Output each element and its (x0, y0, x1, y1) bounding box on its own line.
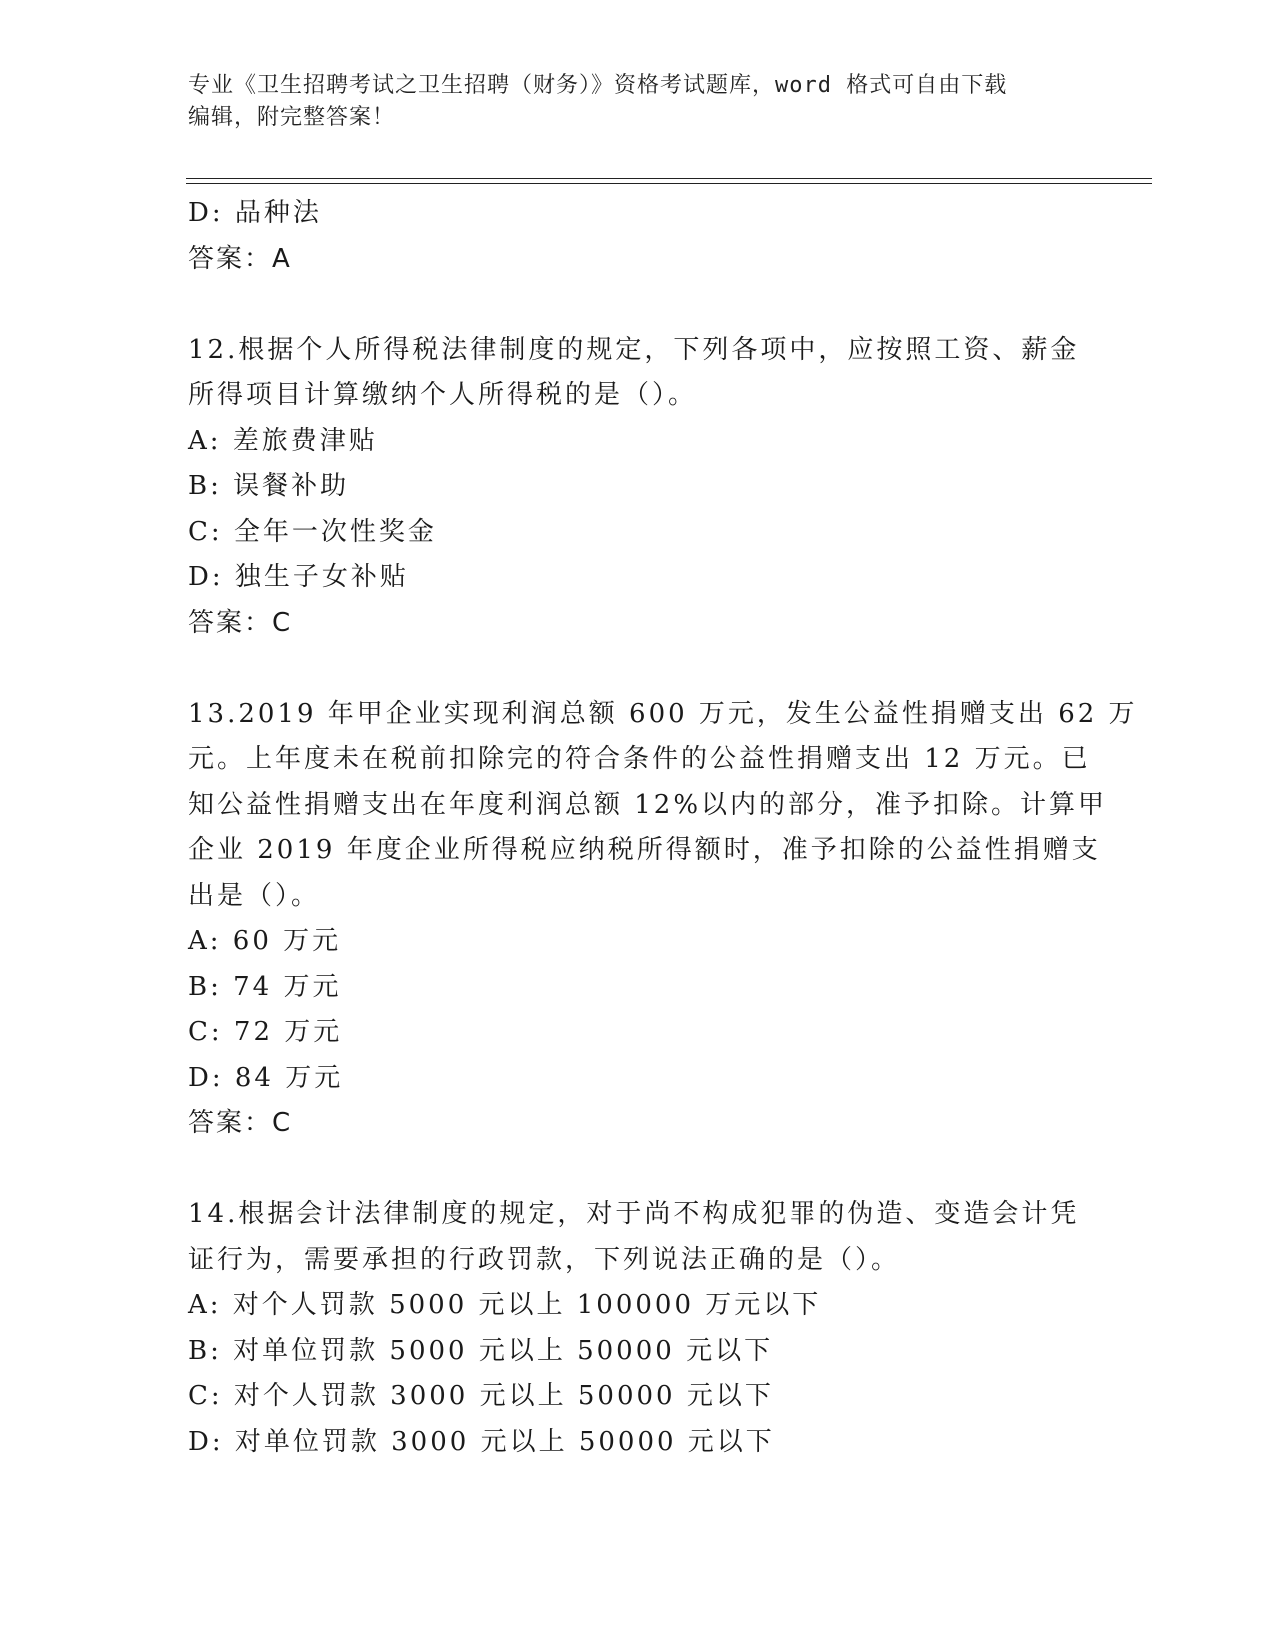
spacer (188, 1147, 1088, 1193)
option-b: B: 74 万元 (188, 971, 342, 1002)
answer: 答案：C (188, 607, 293, 638)
option-d: D: 独生子女补贴 (188, 562, 409, 592)
option-a: A: 60 万元 (188, 926, 342, 956)
spacer (188, 646, 1088, 692)
question-13 (188, 692, 1138, 1147)
question-text-line: 所得项目计算缴纳个人所得税的是（）。 (188, 380, 698, 410)
spacer (188, 282, 1088, 328)
option-c: C: 对个人罚款 3000 元以上 50000 元以下 (188, 1381, 774, 1411)
answer: 答案：C (188, 1108, 293, 1138)
option-d: D: 对单位罚款 3000 元以上 50000 元以下 (188, 1426, 775, 1457)
question-text-line: 12.根据个人所得税法律制度的规定，下列各项中，应按照工资、薪金 (188, 334, 1080, 365)
question-text-line: 元。上年度未在税前扣除完的符合条件的公益性捐赠支出 12 万元。已 (188, 744, 1091, 774)
question-14 (188, 1192, 1088, 1465)
question-text-line: 知公益性捐赠支出在年度利润总额 12%以内的部分，准予扣除。计算甲 (188, 789, 1108, 820)
option-c: C: 72 万元 (188, 1017, 343, 1047)
header-line-1: 专业《卫生招聘考试之卫生招聘（财务）》资格考试题库，word 格式可自由下载 (188, 73, 1008, 98)
option-a: A: 差旅费津贴 (188, 425, 378, 456)
prev-question-answer: 答案：A (188, 243, 292, 274)
header-divider-bottom (186, 183, 1152, 184)
option-a: A: 对个人罚款 5000 元以上 100000 万元以下 (188, 1290, 822, 1320)
question-text-line: 出是（）。 (188, 880, 321, 911)
question-text-line: 14.根据会计法律制度的规定，对于尚不构成犯罪的伪造、变造会计凭 (188, 1199, 1080, 1229)
document-body (188, 191, 1138, 1465)
question-text-line: 证行为，需要承担的行政罚款，下列说法正确的是（）。 (188, 1244, 901, 1275)
option-b: B: 对单位罚款 5000 元以上 50000 元以下 (188, 1335, 774, 1366)
prev-question-option-d: D: 品种法 (188, 198, 322, 228)
option-b: B: 误餐补助 (188, 471, 350, 501)
header-divider-top (186, 178, 1152, 179)
question-text-line: 13.2019 年甲企业实现利润总额 600 万元，发生公益性捐赠支出 62 万 (188, 698, 1138, 729)
document-header (188, 70, 1068, 134)
option-d: D: 84 万元 (188, 1062, 344, 1093)
header-line-2: 编辑，附完整答案！ (188, 105, 396, 130)
question-12 (188, 328, 1088, 647)
option-c: C: 全年一次性奖金 (188, 516, 437, 547)
question-text-line: 企业 2019 年度企业所得税应纳税所得额时，准予扣除的公益性捐赠支 (188, 835, 1101, 865)
